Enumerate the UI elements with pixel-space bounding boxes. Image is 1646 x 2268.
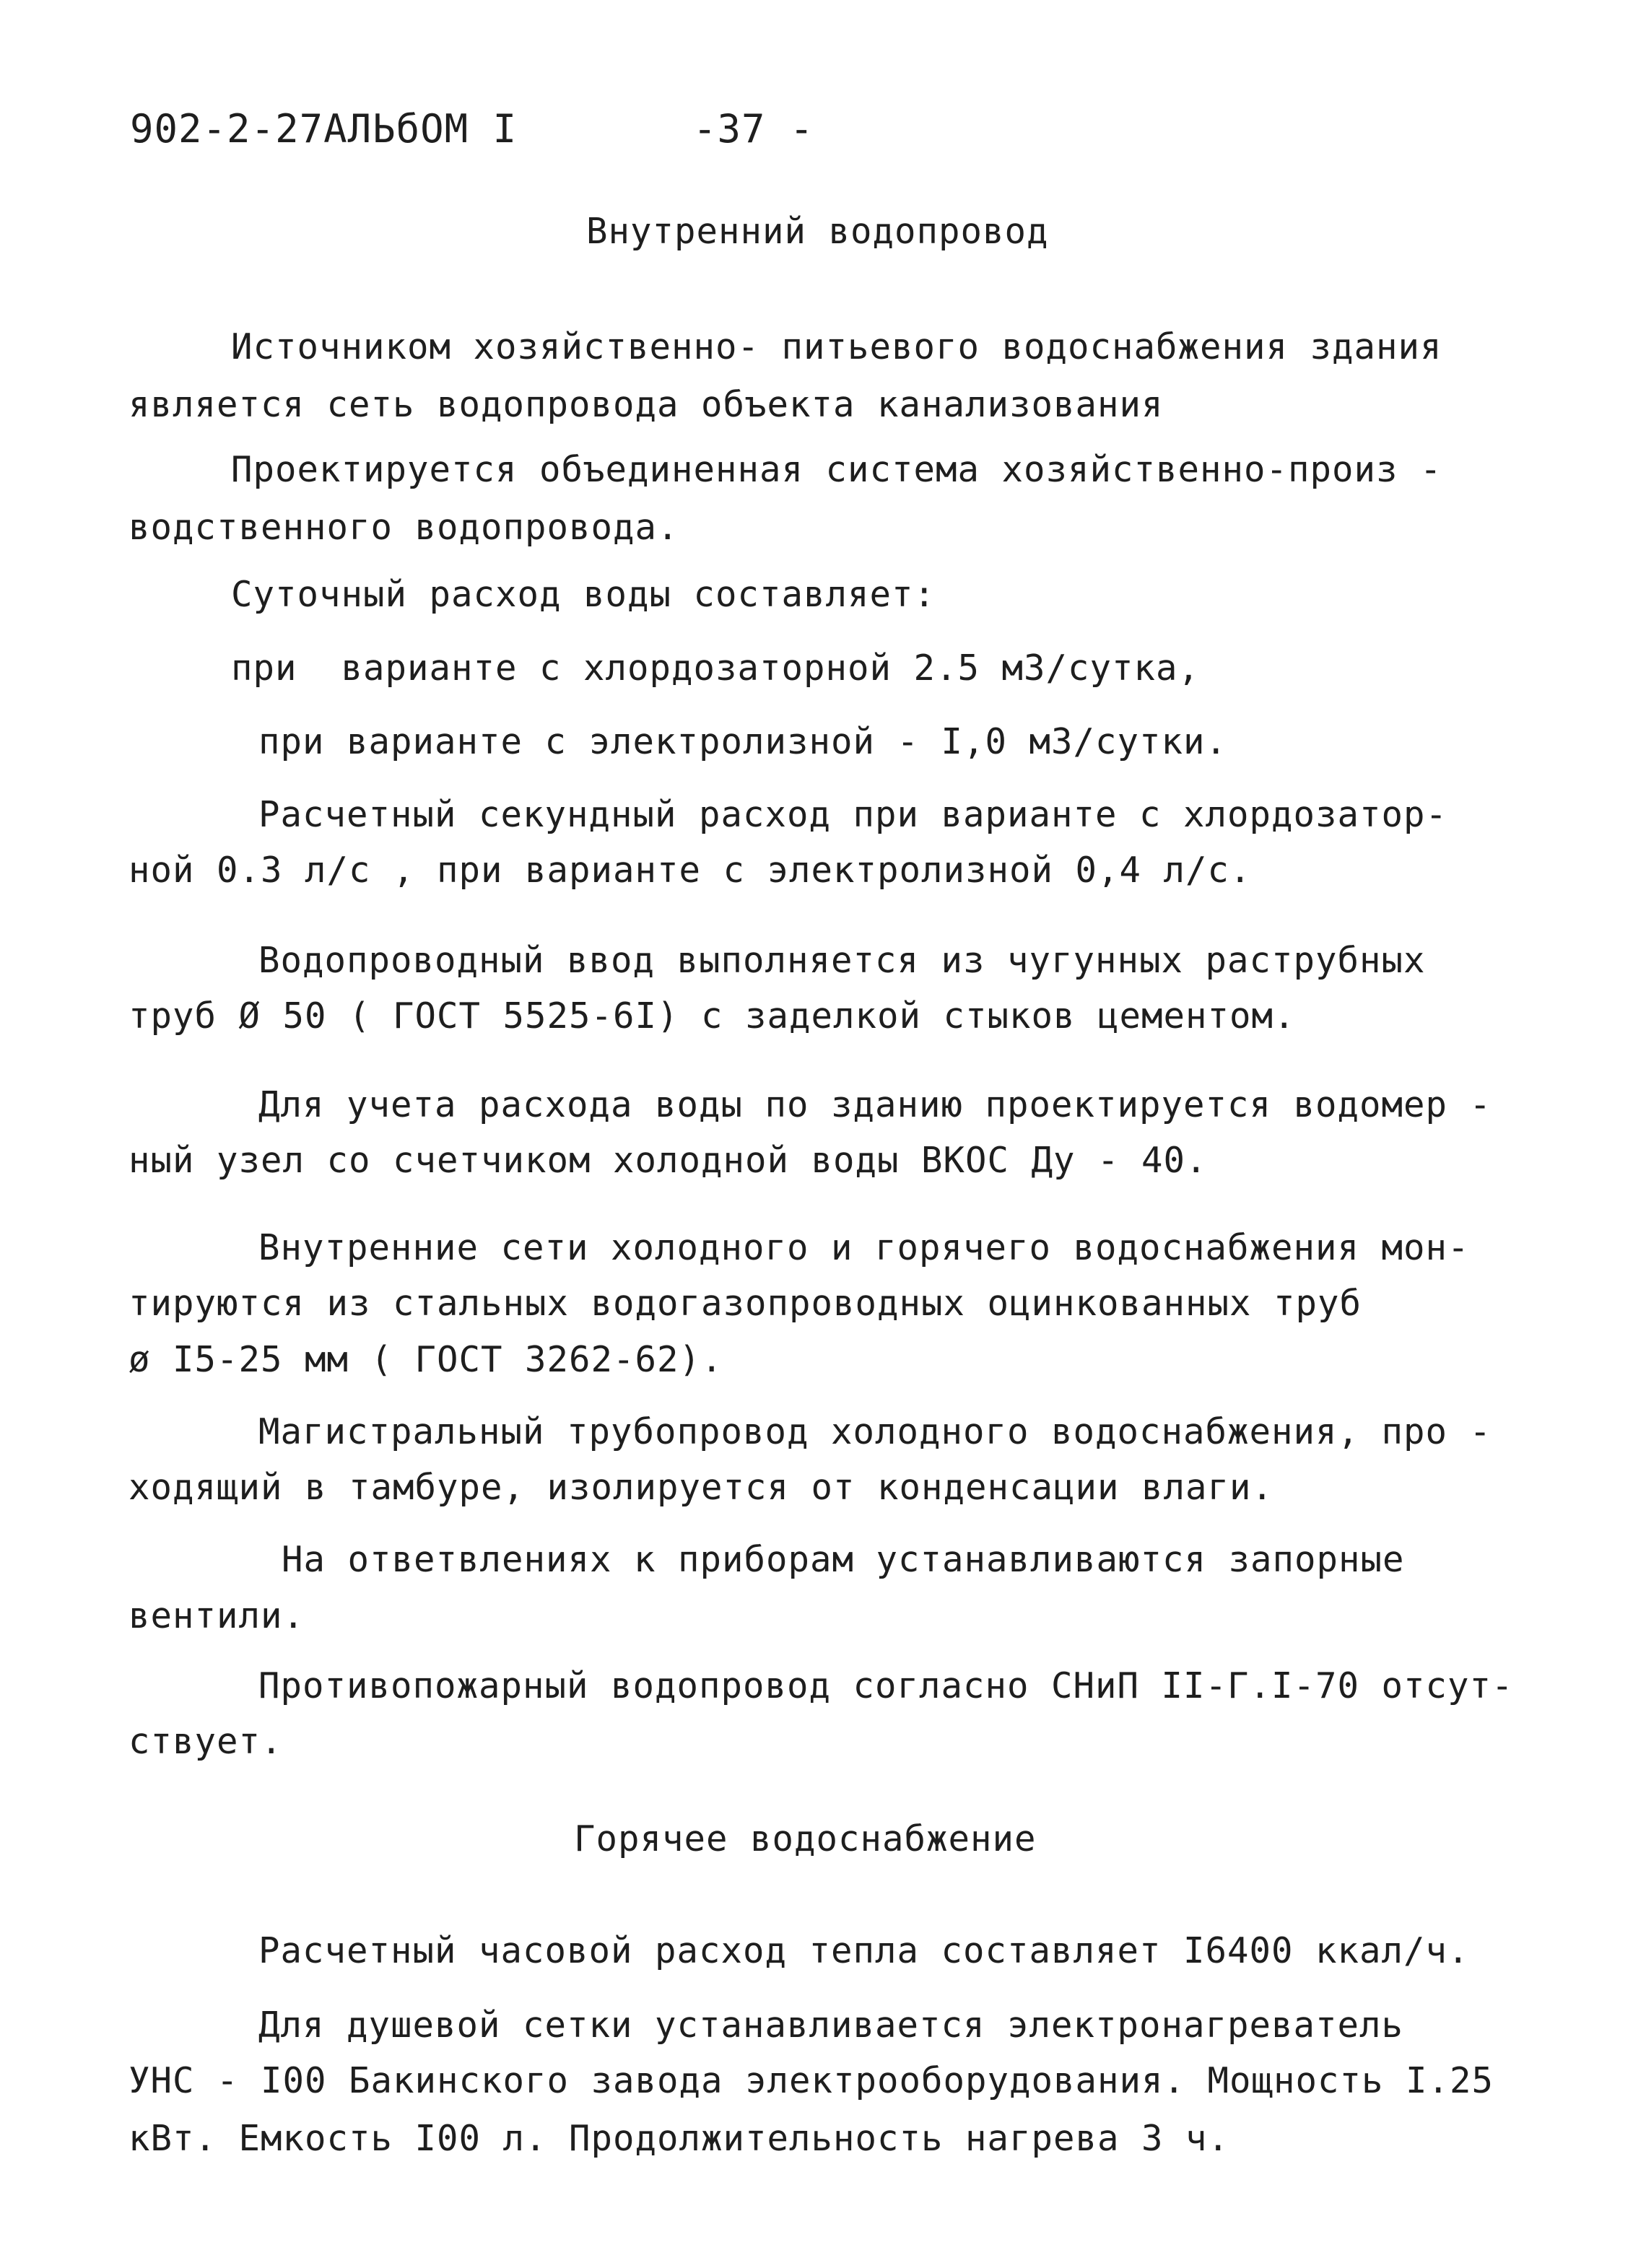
section-title-internal-water-supply: Внутренний водопровод — [586, 211, 1049, 252]
paragraph-line: УНС - I00 Бакинского завода электрооборудования. Мощность I.25 — [129, 2060, 1494, 2101]
paragraph-line: Расчетный секундный расход при варианте с хлордозатор- — [258, 794, 1448, 835]
paragraph-line: Для учета расхода воды по зданию проектируется водомер - — [258, 1084, 1492, 1125]
paragraph-line: Водопроводный ввод выполняется из чугунных раструбных — [258, 940, 1426, 981]
paragraph-line: ный узел со счетчиком холодной воды ВКОС Ду - 40. — [129, 1140, 1208, 1181]
paragraph-line: ствует. — [129, 1721, 283, 1762]
paragraph-line: труб Ø 50 ( ГОСТ 5525-6I) с заделкой стыков цементом. — [129, 995, 1296, 1037]
paragraph-line: ходящий в тамбуре, изолируется от конденсации влаги. — [129, 1467, 1274, 1508]
paragraph-line: является сеть водопровода объекта канализования — [129, 384, 1164, 425]
paragraph-line: вентили. — [129, 1595, 305, 1636]
section-title-hot-water-supply: Горячее водоснабжение — [574, 1818, 1037, 1859]
paragraph-line: Противопожарный водопровод согласно СНиП II-Г.I-70 отсут- — [258, 1665, 1514, 1706]
paragraph-line: ø I5-25 мм ( ГОСТ 3262-62). — [129, 1339, 723, 1380]
paragraph-line: Проектируется объединенная система хозяйственно-произ - — [231, 449, 1442, 490]
paragraph-line: при варианте с хлордозаторной 2.5 м3/сутка, — [231, 647, 1201, 689]
paragraph-line: Суточный расход воды составляет: — [231, 574, 936, 615]
paragraph-line: при варианте с электролизной - I,0 м3/сутки. — [258, 721, 1228, 762]
paragraph-line: На ответвлениях к приборам устанавливаются запорные — [282, 1539, 1405, 1580]
paragraph-line: Источником хозяйственно- питьевого водоснабжения здания — [231, 326, 1442, 367]
paragraph-line: ной 0.3 л/с , при варианте с электролизной 0,4 л/с. — [129, 850, 1252, 891]
paragraph-line: кВт. Емкость I00 л. Продолжительность нагрева 3 ч. — [129, 2118, 1230, 2159]
paragraph-line: Расчетный часовой расход тепла составляет I6400 ккал/ч. — [258, 1930, 1470, 1971]
paragraph-line: водственного водопровода. — [129, 507, 679, 548]
paragraph-line: Магистральный трубопровод холодного водоснабжения, про - — [258, 1411, 1492, 1452]
paragraph-line: Внутренние сети холодного и горячего водоснабжения мон- — [258, 1227, 1470, 1268]
page-number: -37 - — [693, 106, 814, 152]
document-code: 902-2-27АЛЬбОМ I — [130, 106, 518, 152]
paragraph-line: Для душевой сетки устанавливается электронагреватель — [258, 2005, 1404, 2046]
paragraph-line: тируются из стальных водогазопроводных оцинкованных труб — [129, 1283, 1362, 1324]
